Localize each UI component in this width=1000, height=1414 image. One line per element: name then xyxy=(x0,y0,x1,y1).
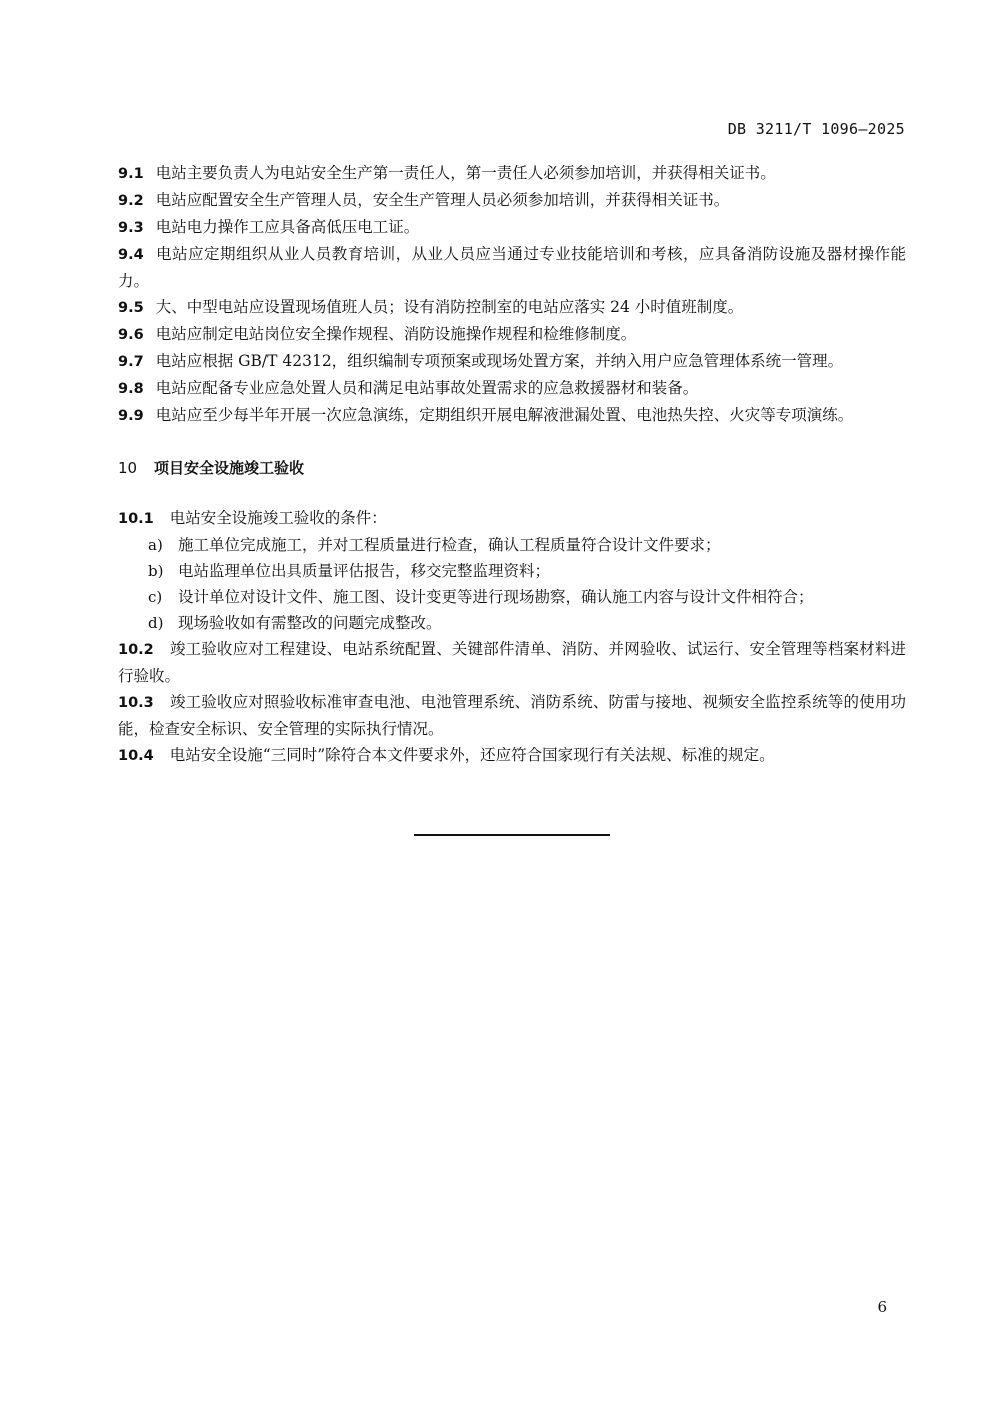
clause-9-5 xyxy=(118,294,906,321)
clause-number: 9.4 xyxy=(118,247,144,263)
clause-10-1 xyxy=(118,505,906,532)
clause-10-3 xyxy=(118,689,906,742)
clause-9-7 xyxy=(118,348,906,375)
list-item-text: 电站监理单位出具质量评估报告，移交完整监理资料； xyxy=(178,562,551,580)
end-of-document-rule xyxy=(414,834,610,836)
list-marker: b) xyxy=(148,562,164,580)
clause-text: 电站应配置安全生产管理人员，安全生产管理人员必须参加培训，并获得相关证书。 xyxy=(155,191,730,209)
page-content xyxy=(118,160,906,769)
clause-text: 电站应配备专业应急处置人员和满足电站事故处置需求的应急救援器材和装备。 xyxy=(155,379,699,397)
clause-number: 10.4 xyxy=(118,748,154,764)
clause-9-1 xyxy=(118,160,906,187)
list-item-b xyxy=(118,558,906,584)
clause-10-4 xyxy=(118,742,906,769)
list-item-a xyxy=(118,532,906,558)
clause-9-3 xyxy=(118,214,906,241)
list-item-text: 施工单位完成施工，并对工程质量进行检查，确认工程质量符合设计文件要求； xyxy=(178,536,721,554)
list-item-d xyxy=(118,610,906,636)
list-marker: c) xyxy=(148,588,163,606)
list-item-c xyxy=(118,584,906,610)
clause-9-9 xyxy=(118,402,906,429)
clause-number: 10.2 xyxy=(118,642,154,658)
section-title: 项目安全设施竣工验收 xyxy=(154,459,305,477)
clause-number: 9.7 xyxy=(118,354,144,370)
document-id: DB 3211/T 1096—2025 xyxy=(727,120,905,138)
clause-number: 9.6 xyxy=(118,327,144,343)
clause-number: 9.5 xyxy=(118,300,144,316)
clause-number: 10.3 xyxy=(118,695,154,711)
clause-number: 9.3 xyxy=(118,220,144,236)
list-item-text: 设计单位对设计文件、施工图、设计变更等进行现场勘察，确认施工内容与设计文件相符合； xyxy=(178,588,814,606)
clause-number: 9.1 xyxy=(118,166,144,182)
list-item-text: 现场验收如有需整改的问题完成整改。 xyxy=(178,614,442,632)
clause-9-6 xyxy=(118,321,906,348)
clause-text: 电站安全设施竣工验收的条件： xyxy=(169,509,387,527)
clause-9-2 xyxy=(118,187,906,214)
clause-text: 竣工验收应对照验收标准审查电池、电池管理系统、消防系统、防雷与接地、视频安全监控系统等的使用功能，检查安全标识、安全管理的实际执行情况。 xyxy=(118,693,906,738)
clause-text: 电站应至少每半年开展一次应急演练，定期组织开展电解液泄漏处置、电池热失控、火灾等专项演练。 xyxy=(155,406,854,424)
clause-text: 电站应制定电站岗位安全操作规程、消防设施操作规程和检维修制度。 xyxy=(155,325,637,343)
clause-9-4 xyxy=(118,241,906,294)
clause-10-2 xyxy=(118,636,906,689)
clause-text: 大、中型电站应设置现场值班人员；设有消防控制室的电站应落实 24 小时值班制度。 xyxy=(155,298,744,316)
clause-number: 9.2 xyxy=(118,193,144,209)
clause-text: 电站电力操作工应具备高低压电工证。 xyxy=(155,218,420,236)
page-number: 6 xyxy=(877,1298,887,1316)
clause-number: 10.1 xyxy=(118,511,154,527)
clause-9-8 xyxy=(118,375,906,402)
section-10-heading xyxy=(118,455,906,481)
clause-text: 竣工验收应对工程建设、电站系统配置、关键部件清单、消防、并网验收、试运行、安全管理等档案材料进行验收。 xyxy=(118,640,906,685)
list-marker: d) xyxy=(148,614,164,632)
clause-text: 电站应根据 GB/T 42312，组织编制专项预案或现场处置方案，并纳入用户应急管理体系统一管理。 xyxy=(155,352,844,370)
clause-text: 电站应定期组织从业人员教育培训，从业人员应当通过专业技能培训和考核，应具备消防设施及器材操作能力。 xyxy=(118,245,906,290)
clause-number: 9.9 xyxy=(118,408,144,424)
clause-text: 电站安全设施“三同时”除符合本文件要求外，还应符合国家现行有关法规、标准的规定。 xyxy=(169,746,775,764)
clause-text: 电站主要负责人为电站安全生产第一责任人，第一责任人必须参加培训，并获得相关证书。 xyxy=(155,164,776,182)
section-number: 10 xyxy=(118,459,138,477)
list-marker: a) xyxy=(148,536,163,554)
clause-number: 9.8 xyxy=(118,381,144,397)
